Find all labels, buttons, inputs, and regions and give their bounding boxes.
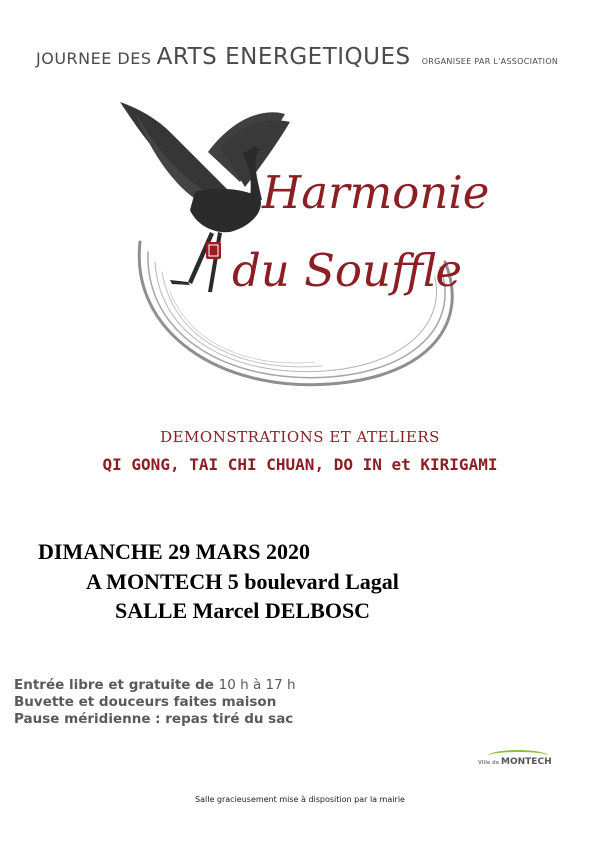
montech-logo	[478, 757, 552, 767]
header-organizer: ORGANISEE PAR L'ASSOCIATION	[421, 57, 559, 66]
logo-title-line2: du Souffle	[232, 244, 462, 297]
event-room: SALLE Marcel DELBOSC	[115, 598, 371, 623]
logo-title-line1: Harmonie	[262, 166, 490, 219]
footer-note: Salle gracieusement mise à disposition par la mairie	[195, 795, 405, 804]
event-address: A MONTECH 5 boulevard Lagal	[86, 569, 399, 594]
entry-label: Entrée libre et gratuite de	[14, 677, 214, 693]
header-prefix: JOURNEE DES	[36, 49, 152, 68]
logo-prefix: Ville de	[478, 760, 500, 766]
logo-name: MONTECH	[501, 757, 552, 767]
entry-line	[14, 677, 296, 694]
disciplines-list: QI GONG, TAI CHI CHUAN, DO IN et KIRIGAMI	[102, 455, 498, 474]
logo-arc-icon	[488, 750, 548, 762]
event-date: DIMANCHE 29 MARS 2020	[38, 539, 310, 564]
refreshments-line: Buvette et douceurs faites maison	[14, 694, 277, 710]
practical-info	[14, 677, 296, 728]
event-header	[36, 44, 576, 84]
crane-seal-icon	[206, 242, 221, 259]
header-main: ARTS ENERGETIQUES	[156, 44, 411, 70]
lunch-line: Pause méridienne : repas tiré du sac	[14, 711, 294, 727]
entry-hours: 10 h à 17 h	[218, 677, 296, 693]
events-title: DEMONSTRATIONS ET ATELIERS	[160, 428, 440, 446]
